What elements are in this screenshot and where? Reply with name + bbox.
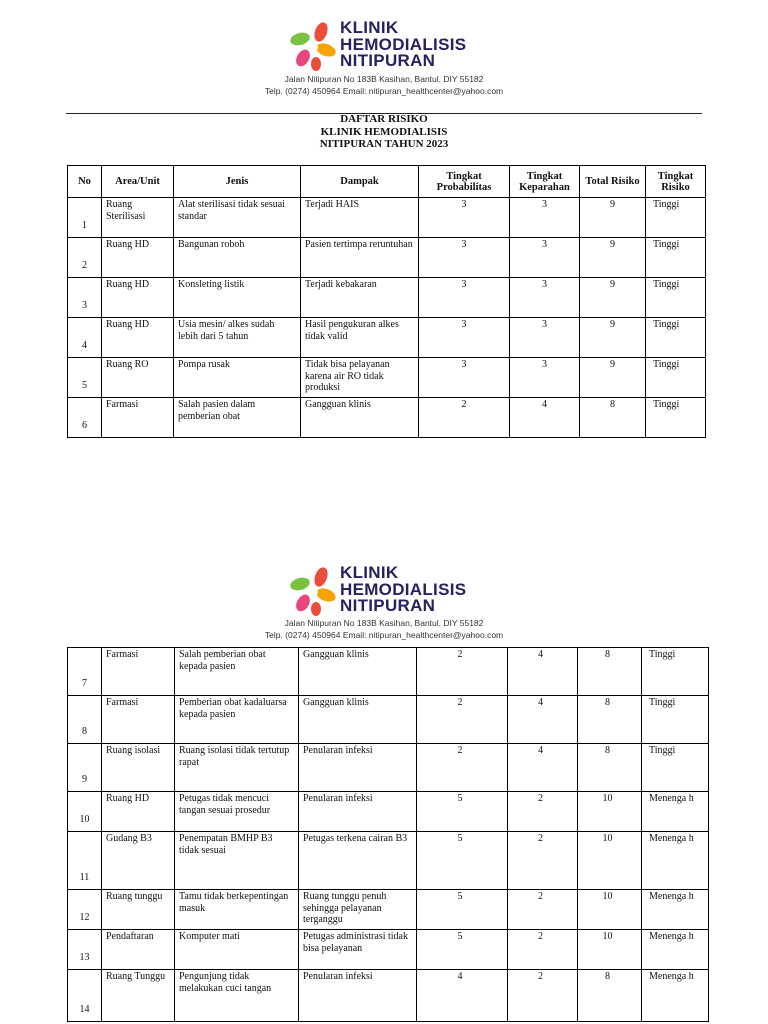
page-2 <box>0 555 768 1024</box>
cell-keparahan: 3 <box>510 318 580 358</box>
table-row <box>68 238 706 278</box>
header-total: Total Risiko <box>580 166 646 198</box>
cell-jenis: Usia mesin/ alkes sudah lebih dari 5 tahun <box>174 318 301 358</box>
risk-table-page-1 <box>67 165 706 438</box>
table-row <box>68 792 709 832</box>
table-header-row <box>68 166 706 198</box>
cell-no: 12 <box>68 890 102 930</box>
cell-total: 9 <box>580 318 646 358</box>
flower-logo-icon <box>288 565 338 617</box>
cell-tingkat: Tinggi <box>646 238 706 278</box>
cell-jenis: Komputer mati <box>175 930 299 970</box>
cell-keparahan: 3 <box>510 198 580 238</box>
clinic-contact: Telp. (0274) 450964 Email: nitipuran_healthcenter@yahoo.com <box>264 629 504 640</box>
cell-jenis: Penempatan BMHP B3 tidak sesuai <box>175 832 299 890</box>
cell-dampak: Gangguan klinis <box>301 398 419 438</box>
cell-keparahan: 4 <box>510 398 580 438</box>
cell-dampak: Petugas administrasi tidak bisa pelayanan <box>299 930 417 970</box>
cell-total: 9 <box>580 278 646 318</box>
cell-no: 3 <box>68 278 102 318</box>
cell-tingkat: Tinggi <box>646 318 706 358</box>
cell-probabilitas: 2 <box>417 744 508 792</box>
cell-no: 2 <box>68 238 102 278</box>
cell-total: 10 <box>578 792 642 832</box>
cell-area: Ruang HD <box>102 278 174 318</box>
cell-total: 9 <box>580 358 646 398</box>
cell-dampak: Penularan infeksi <box>299 744 417 792</box>
cell-probabilitas: 4 <box>417 970 508 1022</box>
cell-tingkat: Tinggi <box>646 198 706 238</box>
cell-total: 8 <box>578 970 642 1022</box>
cell-area: Pendaftaran <box>102 930 175 970</box>
table-body-page-2 <box>68 648 709 1022</box>
cell-no: 10 <box>68 792 102 832</box>
flower-logo-icon <box>288 20 338 72</box>
header-jenis: Jenis <box>174 166 301 198</box>
cell-tingkat: Tinggi <box>646 278 706 318</box>
header-area: Area/Unit <box>102 166 174 198</box>
cell-total: 9 <box>580 238 646 278</box>
cell-dampak: Penularan infeksi <box>299 792 417 832</box>
cell-keparahan: 4 <box>508 696 578 744</box>
cell-probabilitas: 3 <box>419 278 510 318</box>
cell-total: 8 <box>578 744 642 792</box>
cell-jenis: Salah pemberian obat kepada pasien <box>175 648 299 696</box>
cell-tingkat: Menenga h <box>642 832 709 890</box>
cell-probabilitas: 5 <box>417 890 508 930</box>
cell-keparahan: 2 <box>508 970 578 1022</box>
header-probabilitas: Tingkat Probabilitas <box>419 166 510 198</box>
cell-area: Farmasi <box>102 398 174 438</box>
cell-jenis: Alat sterilisasi tidak sesuai standar <box>174 198 301 238</box>
clinic-contact: Telp. (0274) 450964 Email: nitipuran_healthcenter@yahoo.com <box>264 85 504 96</box>
table-row <box>68 648 709 696</box>
cell-no: 6 <box>68 398 102 438</box>
cell-jenis: Ruang isolasi tidak tertutup rapat <box>175 744 299 792</box>
cell-total: 10 <box>578 832 642 890</box>
cell-no: 13 <box>68 930 102 970</box>
table-row <box>68 278 706 318</box>
cell-dampak: Tidak bisa pelayanan karena air RO tidak produksi <box>301 358 419 398</box>
cell-keparahan: 4 <box>508 744 578 792</box>
cell-area: Ruang isolasi <box>102 744 175 792</box>
cell-jenis: Pompa rusak <box>174 358 301 398</box>
cell-no: 9 <box>68 744 102 792</box>
cell-keparahan: 2 <box>508 890 578 930</box>
clinic-name: KLINIK HEMODIALISIS NITIPURAN <box>340 18 467 70</box>
cell-area: Ruang HD <box>102 318 174 358</box>
table-row <box>68 318 706 358</box>
table-row <box>68 930 709 970</box>
cell-probabilitas: 2 <box>417 696 508 744</box>
cell-no: 5 <box>68 358 102 398</box>
cell-tingkat: Menenga h <box>642 890 709 930</box>
table-row <box>68 198 706 238</box>
clinic-address: Jalan Nitipuran No 183B Kasihan, Bantul, DIY 55182 <box>284 618 484 628</box>
cell-tingkat: Menenga h <box>642 970 709 1022</box>
clinic-address-block <box>0 618 768 641</box>
cell-no: 8 <box>68 696 102 744</box>
table-row <box>68 744 709 792</box>
cell-dampak: Terjadi HAIS <box>301 198 419 238</box>
header-no: No <box>68 166 102 198</box>
cell-keparahan: 2 <box>508 792 578 832</box>
table-row <box>68 696 709 744</box>
cell-keparahan: 3 <box>510 278 580 318</box>
cell-area: Ruang Tunggu <box>102 970 175 1022</box>
cell-keparahan: 2 <box>508 832 578 890</box>
cell-area: Ruang HD <box>102 792 175 832</box>
cell-total: 10 <box>578 890 642 930</box>
clinic-name: KLINIK HEMODIALISIS NITIPURAN <box>340 563 467 615</box>
page-1 <box>0 0 768 470</box>
cell-no: 7 <box>68 648 102 696</box>
cell-area: Ruang tunggu <box>102 890 175 930</box>
cell-keparahan: 4 <box>508 648 578 696</box>
cell-tingkat: Tinggi <box>646 358 706 398</box>
cell-dampak: Penularan infeksi <box>299 970 417 1022</box>
table-row <box>68 890 709 930</box>
cell-probabilitas: 3 <box>419 198 510 238</box>
table-body-page-1 <box>68 198 706 438</box>
cell-tingkat: Tinggi <box>642 648 709 696</box>
cell-probabilitas: 3 <box>419 238 510 278</box>
cell-area: Gudang B3 <box>102 832 175 890</box>
cell-probabilitas: 5 <box>417 930 508 970</box>
table-row <box>68 970 709 1022</box>
header-dampak: Dampak <box>301 166 419 198</box>
cell-no: 11 <box>68 832 102 890</box>
risk-table-page-2 <box>67 647 709 1022</box>
cell-total: 8 <box>578 696 642 744</box>
cell-jenis: Bangunan roboh <box>174 238 301 278</box>
cell-keparahan: 2 <box>508 930 578 970</box>
document-title: DAFTAR RISIKO KLINIK HEMODIALISIS NITIPURAN TAHUN 2023 <box>319 113 449 150</box>
header-keparahan: Tingkat Keparahan <box>510 166 580 198</box>
cell-total: 9 <box>580 198 646 238</box>
cell-probabilitas: 5 <box>417 792 508 832</box>
cell-probabilitas: 3 <box>419 318 510 358</box>
table-row <box>68 398 706 438</box>
cell-probabilitas: 2 <box>419 398 510 438</box>
cell-dampak: Pasien tertimpa reruntuhan <box>301 238 419 278</box>
cell-keparahan: 3 <box>510 238 580 278</box>
cell-no: 4 <box>68 318 102 358</box>
cell-total: 8 <box>578 648 642 696</box>
cell-tingkat: Tinggi <box>642 696 709 744</box>
cell-tingkat: Tinggi <box>642 744 709 792</box>
cell-jenis: Pengunjung tidak melakukan cuci tangan <box>175 970 299 1022</box>
cell-jenis: Petugas tidak mencuci tangan sesuai prosedur <box>175 792 299 832</box>
cell-dampak: Hasil pengukuran alkes tidak valid <box>301 318 419 358</box>
table-row <box>68 832 709 890</box>
cell-area: Ruang Sterilisasi <box>102 198 174 238</box>
cell-keparahan: 3 <box>510 358 580 398</box>
cell-no: 14 <box>68 970 102 1022</box>
clinic-logo <box>288 565 488 617</box>
clinic-address: Jalan Nitipuran No 183B Kasihan, Bantul, DIY 55182 <box>284 74 484 84</box>
cell-probabilitas: 3 <box>419 358 510 398</box>
cell-area: Ruang HD <box>102 238 174 278</box>
cell-total: 8 <box>580 398 646 438</box>
cell-dampak: Ruang tunggu penuh sehingga pelayanan terganggu <box>299 890 417 930</box>
clinic-address-block <box>0 74 768 97</box>
cell-dampak: Petugas terkena cairan B3 <box>299 832 417 890</box>
cell-tingkat: Tinggi <box>646 398 706 438</box>
cell-dampak: Terjadi kebakaran <box>301 278 419 318</box>
header-tingkat: Tingkat Risiko <box>646 166 706 198</box>
cell-jenis: Konsleting listik <box>174 278 301 318</box>
cell-no: 1 <box>68 198 102 238</box>
clinic-logo <box>288 20 488 72</box>
cell-total: 10 <box>578 930 642 970</box>
cell-jenis: Salah pasien dalam pemberian obat <box>174 398 301 438</box>
cell-tingkat: Menenga h <box>642 792 709 832</box>
cell-area: Farmasi <box>102 648 175 696</box>
cell-jenis: Pemberian obat kadaluarsa kepada pasien <box>175 696 299 744</box>
cell-jenis: Tamu tidak berkepentingan masuk <box>175 890 299 930</box>
cell-probabilitas: 2 <box>417 648 508 696</box>
cell-area: Farmasi <box>102 696 175 744</box>
cell-probabilitas: 5 <box>417 832 508 890</box>
cell-tingkat: Menenga h <box>642 930 709 970</box>
cell-dampak: Gangguan klinis <box>299 696 417 744</box>
table-row <box>68 358 706 398</box>
cell-area: Ruang RO <box>102 358 174 398</box>
cell-dampak: Gangguan klinis <box>299 648 417 696</box>
